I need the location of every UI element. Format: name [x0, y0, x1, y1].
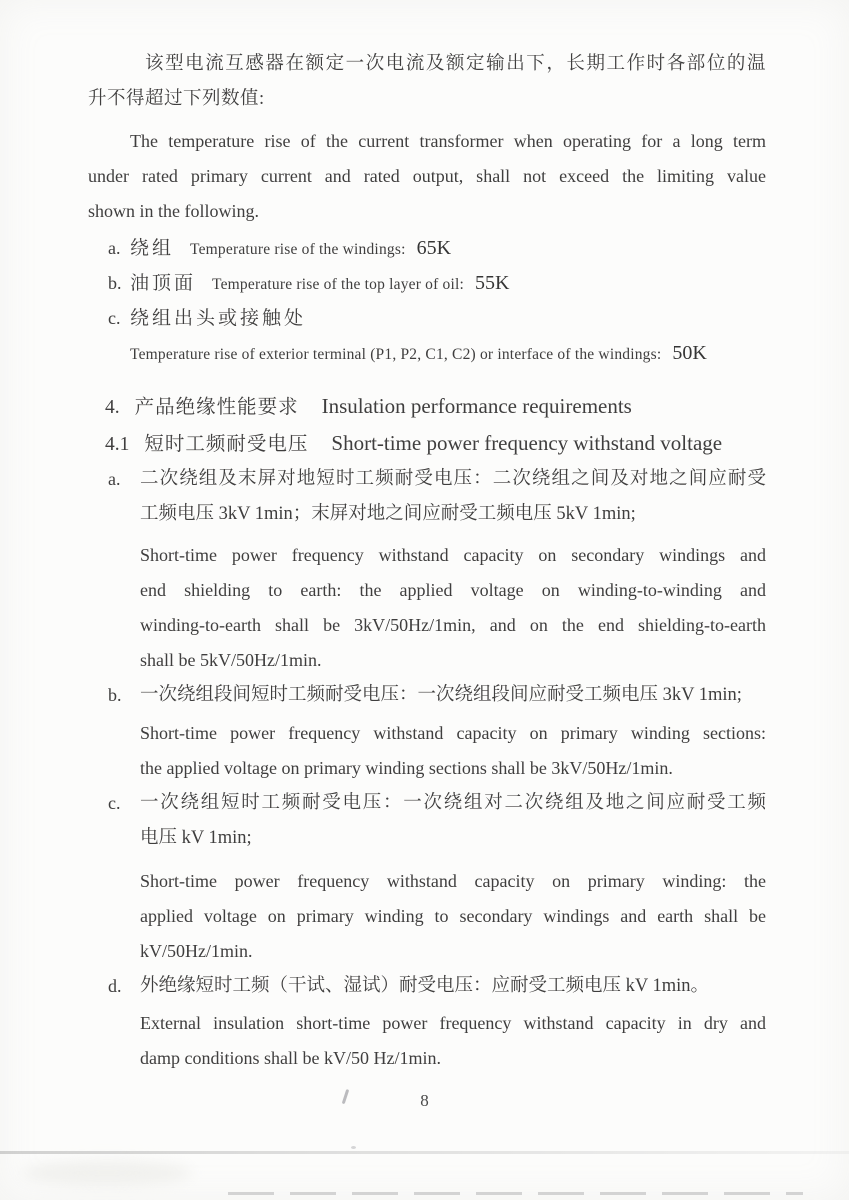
- text-line: end shielding to earth: the applied voltage on winding-to-winding and: [140, 580, 766, 600]
- item-marker: a.: [108, 469, 121, 489]
- item-marker: c.: [108, 793, 121, 813]
- text-line: 工频电压 3kV 1min；末屏对地之间应耐受工频电压 5kV 1min;: [140, 504, 636, 524]
- item-label-en: Temperature rise of the windings:: [190, 241, 406, 258]
- withstand-item-d: [88, 969, 766, 1076]
- section-number: 4.1: [105, 434, 130, 455]
- text-line: winding-to-earth shall be 3kV/50Hz/1min, and on the end shielding-to-earth: [140, 615, 766, 635]
- text-line: Short-time power frequency withstand capacity on primary winding: the: [140, 871, 766, 891]
- item-translation: [140, 716, 766, 786]
- scan-ink-speck: [351, 1146, 356, 1149]
- section-headings: [88, 388, 766, 462]
- section-number: 4.: [105, 397, 120, 418]
- scan-page-edge-line: [0, 1151, 849, 1154]
- document-content: [88, 47, 766, 1076]
- text-line: shall be 5kV/50Hz/1min.: [140, 650, 322, 670]
- withstand-item-c: [88, 786, 766, 969]
- text-line: under rated primary current and rated output, shall not exceed the limiting value: [88, 166, 766, 186]
- item-label-cn: 绕组: [130, 238, 175, 259]
- text-line: kV/50Hz/1min.: [140, 941, 253, 961]
- item-marker: b.: [108, 685, 122, 705]
- text-line: 二次绕组及末屏对地短时工频耐受电压：二次绕组之间及对地之间应耐受: [140, 469, 766, 489]
- item-translation: [140, 1006, 766, 1076]
- section-heading: [105, 388, 766, 425]
- item-marker: c.: [108, 308, 121, 328]
- item-label-cn: 绕组出头或接触处: [130, 308, 307, 329]
- subsection-heading: [105, 425, 766, 462]
- scan-bottom-dashes: [228, 1192, 803, 1195]
- list-item: [88, 301, 766, 336]
- item-value: 55K: [475, 272, 510, 294]
- text-line: Short-time power frequency withstand capacity on primary winding sections:: [140, 723, 766, 743]
- section-title-cn: 产品绝缘性能要求: [134, 397, 299, 418]
- item-marker: b.: [108, 273, 122, 293]
- text-line: the applied voltage on primary winding sections shall be 3kV/50Hz/1min.: [140, 758, 673, 778]
- item-translation: [140, 864, 766, 969]
- text-line: 升不得超过下列数值:: [88, 89, 265, 109]
- text-line: External insulation short-time power frequency withstand capacity in dry and: [140, 1013, 766, 1033]
- item-label-en: Temperature rise of exterior terminal (P1, P2, C1, C2) or interface of the windings:: [130, 346, 662, 363]
- text-line: 一次绕组段间短时工频耐受电压：一次绕组段间应耐受工频电压 3kV 1min;: [140, 685, 742, 705]
- intro-paragraph-cn: [88, 47, 766, 117]
- page-number: 8: [420, 1091, 429, 1110]
- item-label-en: Temperature rise of the top layer of oil:: [212, 276, 465, 293]
- section-title-cn: 短时工频耐受电压: [144, 434, 309, 455]
- intro-paragraph-en: [88, 124, 766, 229]
- text-line: 该型电流互感器在额定一次电流及额定输出下，长期工作时各部位的温: [145, 54, 766, 74]
- withstand-item-b: [88, 678, 766, 786]
- item-translation: [140, 538, 766, 678]
- withstand-item-a: [88, 462, 766, 678]
- list-item-continuation: [88, 336, 766, 371]
- temperature-limit-list: [88, 231, 766, 371]
- text-line: The temperature rise of the current transformer when operating for a long term: [130, 131, 766, 151]
- item-value: 50K: [672, 342, 707, 364]
- section-title-en: Insulation performance requirements: [321, 394, 632, 418]
- list-item: [88, 266, 766, 301]
- text-line: Short-time power frequency withstand capacity on secondary windings and: [140, 545, 766, 565]
- item-value: 65K: [416, 237, 452, 259]
- text-line: shown in the following.: [88, 201, 259, 221]
- item-label-cn: 油顶面: [130, 273, 197, 294]
- text-line: 外绝缘短时工频（干试、湿试）耐受电压：应耐受工频电压 kV 1min。: [140, 976, 710, 996]
- text-line: applied voltage on primary winding to secondary windings and earth shall be: [140, 906, 766, 926]
- item-marker: a.: [108, 238, 121, 258]
- list-item: [88, 231, 766, 266]
- item-marker: d.: [108, 976, 122, 996]
- text-line: 一次绕组短时工频耐受电压：一次绕组对二次绕组及地之间应耐受工频: [140, 793, 766, 813]
- text-line: damp conditions shall be kV/50 Hz/1min.: [140, 1048, 441, 1068]
- section-title-en: Short-time power frequency withstand voltage: [331, 431, 723, 455]
- text-line: 电压 kV 1min;: [140, 828, 252, 848]
- scan-shadow-blob: [22, 1160, 192, 1186]
